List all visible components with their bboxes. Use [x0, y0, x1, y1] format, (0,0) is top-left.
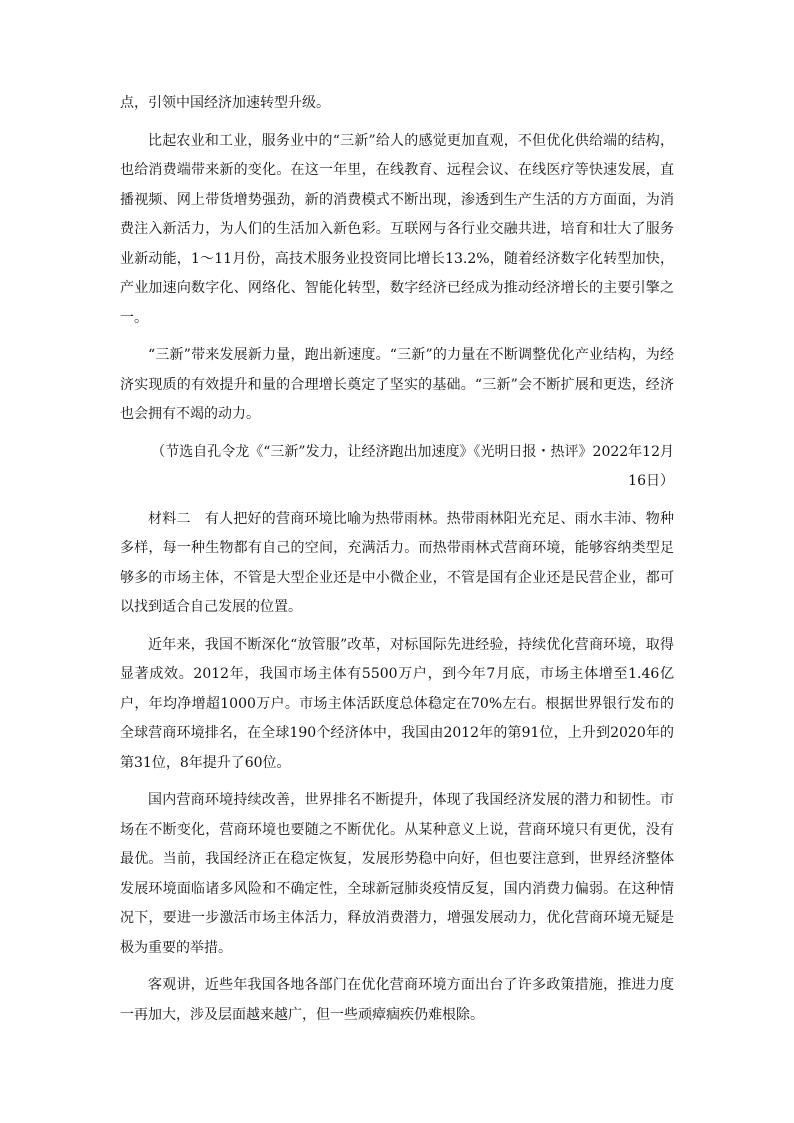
paragraph-continuation: 点，引领中国经济加速转型升级。 — [120, 95, 330, 111]
paragraph-business-environment: 国内营商环境持续改善，世界排名不断提升，体现了我国经济发展的潜力和韧性。市场在不断变化，营商环境也要随之不断优化。从某种意义上说，营商环境只有更优，没有最优。当前，我国经济正在稳定恢复，发展形势稳中向好，但也要注意到，世界经济整体发展环境面临诸多风险和不确定性，全球新冠肺炎疫情反复，国内消费力偏弱。在这种情况下，要进一步激活市场主体活力，释放消费潜力，增强发展动力，优化营商环境无疑是极为重要的举措。 — [120, 792, 674, 956]
paragraph-reform-results: 近年来，我国不断深化“放管服”改革，对标国际先进经验，持续优化营商环境，取得显著成效。2012年，我国市场主体有5500万户，到今年7月底，市场主体增至1.46亿户，年均净增超1000万户。市场主体活跃度总体稳定在70%左右。根据世界银行发布的全球营商环境排名，在全球190个经济体中，我国由2012年的第91位，上升到2020年的第31位，8年提升了60位。 — [120, 636, 674, 771]
paragraph-service-industry: 比起农业和工业，服务业中的“三新”给人的感觉更加直观，不但优化供给端的结构，也给消费端带来新的变化。在这一年里，在线教育、远程会议、在线医疗等快速发展，直播视频、网上带货增势强劲，新的消费模式不断出现，渗透到生产生活的方方面面，为消费注入新活力，为人们的生活加入新色彩。互联网与各行业交融共进，培育和壮大了服务业新动能，1～11月份，高技术服务业投资同比增长13.2%，随着经济数字化转型加快，产业加速向数字化、网络化、智能化转型，数字经济已经成为推动经济增长的主要引擎之一。 — [120, 132, 674, 326]
source-citation: （节选自孔令龙《“三新”发力，让经济跑出加速度》《光明日报・热评》2022年12月16日） — [151, 443, 674, 489]
document-page — [120, 89, 674, 1038]
paragraph-three-new-summary: “三新”带来发展新力量，跑出新速度。“三新”的力量在不断调整优化产业结构，为经济实现质的有效提升和量的合理增长奠定了坚实的基础。“三新”会不断扩展和更迭，经济也会拥有不竭的动力。 — [120, 347, 674, 422]
paragraph-material-two: 材料二 有人把好的营商环境比喻为热带雨林。热带雨林阳光充足、雨水丰沛、物种多样，每一种生物都有自己的空间，充满活力。而热带雨林式营商环境，能够容纳类型足够多的市场主体，不管是大型企业还是中小微企业，不管是国有企业还是民营企业，都可以找到适合自己发展的位置。 — [120, 510, 674, 615]
paragraph-objective-view: 客观讲，近些年我国各地各部门在优化营商环境方面出台了许多政策措施，推进力度一再加大，涉及层面越来越广，但一些顽瘴痼疾仍难根除。 — [120, 977, 674, 1023]
